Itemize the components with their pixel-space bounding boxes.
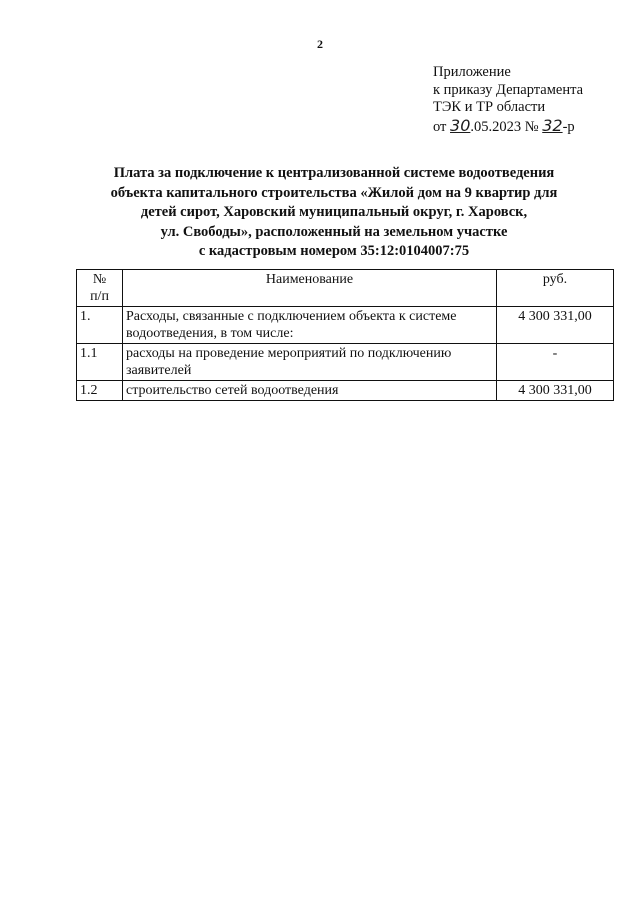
title-line-3: детей сирот, Харовский муниципальный округ, г. Харовск, (140, 204, 528, 220)
title-line-5: с кадастровым номером 35:12:0104007:75 (198, 243, 470, 259)
title-line-4: ул. Свободы», расположенный на земельном участке (160, 223, 508, 240)
title-line-2: объекта капитального строительства «Жилой дом на 9 квартир для (110, 184, 558, 201)
title-line-1: Плата за подключение к централизованной системе водоотведения (113, 165, 555, 181)
page-number: 2 (317, 37, 323, 51)
appendix-date-line (433, 117, 583, 137)
header-number-pp: п/п (90, 289, 109, 304)
handwritten-order-number: 32 (542, 115, 563, 135)
header-number (77, 270, 123, 307)
date-prefix: от (433, 118, 447, 135)
table-header-row (77, 270, 614, 307)
header-rub: руб. (497, 270, 614, 307)
row-name: расходы на проведение мероприятий по подключению заявителей (123, 344, 497, 381)
table-row (77, 307, 614, 344)
appendix-block (433, 64, 583, 136)
date-rest: .05.2023 № (470, 118, 539, 135)
appendix-line-2: к приказу Департамента (433, 81, 584, 98)
table-row (77, 381, 614, 401)
document-title (70, 164, 598, 262)
row-amount: - (497, 344, 614, 381)
row-number: 1.1 (77, 344, 123, 381)
row-number: 1.2 (77, 381, 123, 401)
row-amount: 4 300 331,00 (497, 381, 614, 401)
row-name: Расходы, связанные с подключением объекта к системе водоотведения, в том числе: (123, 307, 497, 344)
handwritten-day: 30 (450, 115, 471, 135)
table-row (77, 344, 614, 381)
appendix-line-1: Приложение (433, 64, 511, 80)
row-name: строительство сетей водоотведения (123, 381, 497, 401)
order-number-suffix: -р (562, 118, 575, 135)
fee-table (76, 269, 614, 401)
row-amount: 4 300 331,00 (497, 307, 614, 344)
appendix-line-3: ТЭК и ТР области (433, 99, 546, 115)
header-number-sign: № (92, 272, 107, 287)
header-name: Наименование (123, 270, 497, 307)
row-number: 1. (77, 307, 123, 344)
